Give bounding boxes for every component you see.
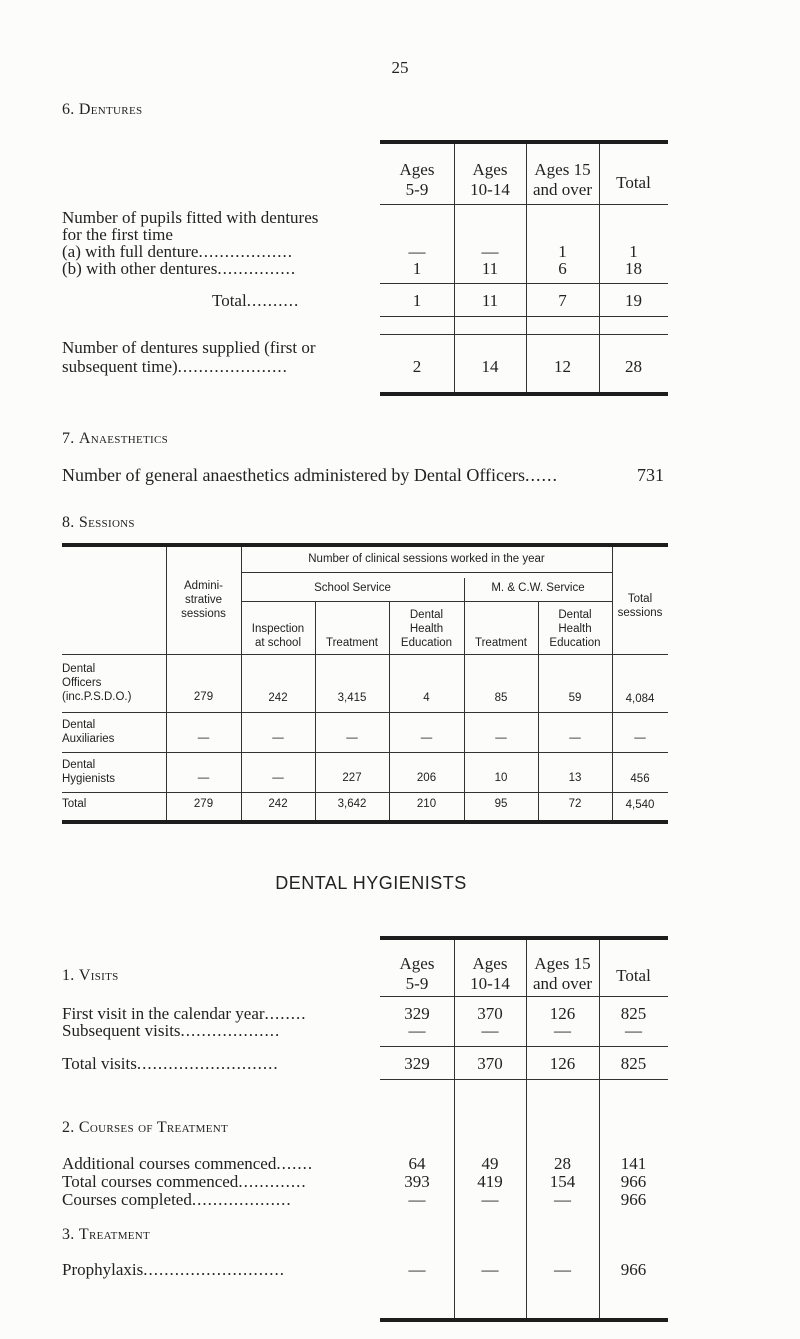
school-header: School Service	[314, 582, 391, 594]
cell: 966	[620, 1172, 647, 1191]
dentures-col-header: Total	[616, 173, 651, 192]
cell: 12	[554, 357, 571, 376]
admin-header: Admini- strative sessions	[181, 580, 226, 620]
dentures-bottom-rule	[380, 392, 668, 396]
courses-heading: 2. Courses of Treatment	[62, 1119, 228, 1136]
sessions-rule	[62, 792, 668, 793]
cell: —	[481, 1190, 499, 1209]
row-label: Total visits...........................	[62, 1054, 279, 1073]
cell: 1	[558, 242, 567, 261]
cell: —	[408, 1021, 426, 1040]
cell: —	[197, 772, 210, 784]
cell: —	[346, 732, 358, 744]
hyg-col-header: Total	[616, 966, 651, 985]
cell: 3,415	[337, 692, 367, 704]
hygienists-bottom-rule	[380, 1318, 668, 1322]
row-label: (b) with other dentures...............	[62, 259, 297, 278]
fitted-label: for the first time	[62, 225, 173, 244]
cell: 3,642	[337, 798, 367, 810]
anaesthetics-text: Number of general anaesthetics administered by Dental Officers......	[62, 465, 558, 485]
cell: 10	[494, 772, 508, 784]
row-label: First visit in the calendar year........	[62, 1004, 307, 1023]
hyg-col-header: Ages 5-9	[399, 954, 435, 993]
cell: 419	[477, 1172, 503, 1191]
cell: 126	[549, 1004, 576, 1023]
row-label: Courses completed...................	[62, 1190, 292, 1209]
cell: 370	[477, 1054, 503, 1073]
cell: —	[495, 732, 507, 744]
treatment-heading: 3. Treatment	[62, 1226, 151, 1243]
treatment-header: Treatment	[326, 637, 378, 649]
sessions-top-rule	[62, 543, 668, 547]
cell: 95	[494, 798, 508, 810]
cell: 393	[404, 1172, 430, 1191]
cell: 2	[412, 357, 422, 376]
cell: —	[272, 732, 284, 744]
cell: 825	[620, 1004, 647, 1023]
total-label: Total..........	[212, 291, 300, 310]
cell: 4	[423, 692, 430, 704]
hyg-rule	[380, 1079, 668, 1080]
dentures-col-header: Ages 5-9	[399, 160, 435, 199]
inspection-header: Inspection at school	[251, 623, 305, 649]
cell: —	[420, 732, 433, 744]
hygienists-title: DENTAL HYGIENISTS	[275, 873, 467, 893]
anaesthetics-value: 731	[637, 465, 664, 485]
cell: —	[408, 1190, 426, 1209]
cell: 49	[481, 1154, 499, 1173]
cell: 4,540	[625, 799, 655, 811]
cell: —	[408, 1260, 426, 1279]
row-label: Subsequent visits...................	[62, 1021, 281, 1040]
total-sessions-header: Total sessions	[617, 593, 663, 619]
cell: —	[554, 1260, 571, 1279]
cell: 64	[408, 1154, 426, 1173]
dentures-rule	[380, 283, 668, 284]
cell: 227	[342, 772, 362, 784]
cell: 126	[549, 1054, 576, 1073]
page-number: 25	[391, 58, 409, 77]
dentures-rule	[380, 334, 668, 335]
cell: 18	[625, 259, 642, 278]
cell: 1	[412, 291, 422, 310]
row-label: Prophylaxis...........................	[62, 1260, 285, 1279]
sessions-rule	[62, 654, 668, 655]
cell: —	[634, 732, 646, 744]
cell: —	[197, 732, 210, 744]
cell: 1	[629, 242, 638, 261]
dentures-top-rule	[380, 140, 668, 144]
dentures-col-header: Ages 10-14	[470, 160, 510, 199]
cell: —	[569, 732, 581, 744]
cell: 11	[481, 291, 499, 310]
cell: 19	[625, 291, 642, 310]
cell: 7	[558, 291, 567, 310]
row-label: Total	[62, 798, 87, 810]
dentures-header-rule	[380, 204, 668, 205]
cell: 6	[558, 259, 567, 278]
sessions-heading: 8. Sessions	[62, 514, 135, 531]
sessions-rule	[62, 752, 668, 753]
row-label: Total courses commenced.............	[62, 1172, 307, 1191]
cell: —	[481, 1260, 499, 1279]
cell: 141	[620, 1154, 647, 1173]
anaesthetics-heading: 7. Anaesthetics	[62, 430, 169, 447]
cell: 85	[494, 692, 508, 704]
hyg-col-header: Ages 10-14	[470, 954, 510, 993]
sessions-rule	[62, 712, 668, 713]
cell: 966	[620, 1260, 647, 1279]
treatment-header: Treatment	[475, 637, 527, 649]
cell: 11	[481, 259, 499, 278]
hyg-rule	[380, 1046, 668, 1047]
cell: —	[272, 772, 284, 784]
row-label: Additional courses commenced.......	[62, 1154, 314, 1173]
cell: —	[408, 242, 426, 261]
cell: —	[554, 1021, 571, 1040]
cell: 279	[193, 691, 214, 703]
cell: 28	[625, 357, 642, 376]
dhe-header: Dental Health Education	[549, 609, 601, 649]
cell: 279	[193, 798, 214, 810]
cell: —	[481, 1021, 499, 1040]
hyg-col-header: Ages 15 and over	[532, 954, 592, 993]
cell: 1	[412, 259, 422, 278]
dhe-header: Dental Health Education	[400, 609, 453, 649]
cell: 242	[268, 798, 288, 810]
hyg-rule	[380, 996, 668, 997]
cell: 242	[268, 692, 288, 704]
cell: 154	[549, 1172, 576, 1191]
fitted-label: Number of pupils fitted with dentures	[62, 208, 319, 227]
mcw-header: M. & C.W. Service	[491, 582, 585, 594]
sessions-bottom-rule	[62, 820, 668, 824]
cell: 456	[630, 773, 650, 785]
sessions-rule	[241, 572, 612, 573]
cell: 210	[416, 798, 437, 810]
cell: 72	[568, 798, 582, 810]
cell: 329	[404, 1004, 430, 1023]
dentures-heading-text: Dentures	[78, 101, 143, 118]
cell: 4,084	[625, 693, 655, 705]
row-label: (a) with full denture..................	[62, 242, 293, 261]
cell: —	[481, 242, 499, 261]
row-label: Dental Auxiliaries	[62, 719, 115, 745]
supplied-label: Number of dentures supplied (first or	[62, 338, 316, 357]
hygienists-top-rule	[380, 936, 668, 940]
dentures-col-header: Ages 15 and over	[532, 160, 592, 199]
cell: 966	[620, 1190, 647, 1209]
cell: 329	[404, 1054, 430, 1073]
supplied-label: subsequent time).....................	[62, 357, 288, 376]
clinical-header: Number of clinical sessions worked in the year	[308, 553, 545, 565]
row-label: Dental Officers (inc.P.S.D.O.)	[62, 663, 132, 703]
cell: 825	[620, 1054, 647, 1073]
cell: 28	[554, 1154, 571, 1173]
visits-heading: 1. Visits	[62, 967, 119, 984]
dentures-heading	[62, 101, 142, 119]
cell: 59	[568, 692, 582, 704]
row-label: Dental Hygienists	[62, 759, 116, 785]
cell: 13	[568, 772, 582, 784]
cell: 14	[481, 357, 499, 376]
dentures-heading-number: 6.	[62, 101, 75, 118]
dentures-rule	[380, 316, 668, 317]
cell: 206	[416, 772, 437, 784]
cell: —	[554, 1190, 571, 1209]
cell: 370	[477, 1004, 503, 1023]
cell: —	[625, 1021, 642, 1040]
sessions-rule	[241, 601, 612, 602]
